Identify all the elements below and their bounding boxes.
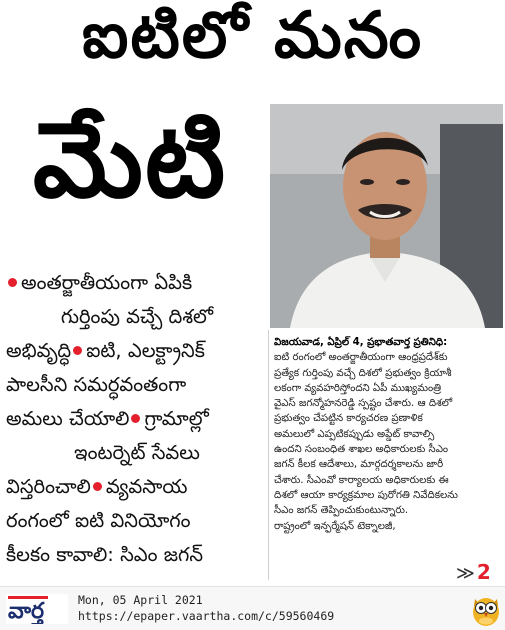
highlight-text: గ్రామాల్లో xyxy=(144,407,209,430)
footer-info xyxy=(78,592,334,624)
highlight-text: అంతర్జాతీయంగా ఏపికి xyxy=(21,271,193,294)
highlight-text: గుర్తింపు వచ్చే దిశలో xyxy=(60,305,214,328)
edition-date: Mon, 05 April 2021 xyxy=(78,593,203,607)
continued-page-number: 2 xyxy=(476,560,491,584)
highlight-text: కీలకం కావాలి: సిఎం జగన్ xyxy=(6,543,204,566)
footer-bar xyxy=(0,586,505,630)
article-body xyxy=(274,335,502,534)
highlight-text: అభివృద్ధి xyxy=(6,339,72,362)
epaper-url[interactable]: https://epaper.vaartha.com/c/59560469 xyxy=(78,609,335,623)
article-line: జగన్ కీలక ఆదేశాలు, మార్గదర్శకాలను జారీ xyxy=(274,459,444,471)
red-bullet-icon xyxy=(73,346,82,355)
continued-marker[interactable] xyxy=(456,560,491,584)
logo-text: వార్త xyxy=(8,599,45,624)
article-line: ఉందని సంబంధిత శాఖల అధికారులకు సీఎం xyxy=(274,444,449,456)
red-bullet-icon xyxy=(131,414,140,423)
article-line: ఐటి రంగంలో అంతర్జాతీయంగా ఆంధ్రప్రదేశ్‌కు xyxy=(274,352,448,364)
article-line: సీఎం జగన్ తెప్పించుకుంటున్నారు. xyxy=(274,505,409,517)
article-line: ప్రభుత్వం చేపట్టిన కార్యచరణ ప్రణాళిక xyxy=(274,413,423,425)
highlight-line xyxy=(6,504,268,538)
highlight-text: ఐటి, ఎలక్ట్రానిక్ xyxy=(86,339,205,362)
headline-line-2: మేటి xyxy=(32,99,228,221)
highlight-line xyxy=(6,266,268,300)
highlight-line xyxy=(6,436,268,470)
highlights-list xyxy=(6,266,268,572)
dateline: విజయవాడ, ఏప్రిల్ 4, ప్రభాతవార్త ప్రతినిధి: xyxy=(274,337,448,348)
article-line: వైఎస్ జగన్మోహనరెడ్డి స్పష్టం చేశారు. ఆ దిశలో xyxy=(274,398,453,410)
highlight-text: వ్యవసాయ xyxy=(105,475,188,498)
highlight-line xyxy=(6,470,268,504)
highlight-text: విస్తరించాలి xyxy=(6,475,91,498)
article-line: లకంగా వ్యవహరిస్తోందని ఏపీ ముఖ్యమంత్రి xyxy=(274,382,442,394)
highlight-text: అమలు చేయాలి xyxy=(6,407,130,430)
article-line: రాష్ట్రంలో ఇన్ఫర్మేషన్ టెక్నాలజీ, xyxy=(274,520,396,532)
portrait-illustration xyxy=(270,104,503,328)
red-bullet-icon xyxy=(8,278,17,287)
highlight-line xyxy=(6,300,268,334)
highlight-line xyxy=(6,368,268,402)
highlight-line xyxy=(6,538,268,572)
article-line: చేశారు. సీఎంవో కార్యాలయ అధికారులకు ఈ xyxy=(274,474,449,486)
highlight-text: పాలసీని సమర్ధవంతంగా xyxy=(6,373,187,396)
double-chevron-icon: ≫ xyxy=(456,563,475,584)
article-line: దిశలో ఆయా కార్యక్రమాల పురోగతి నివేదికలను xyxy=(274,489,458,501)
cm-photo xyxy=(270,104,503,328)
red-bullet-icon xyxy=(93,482,102,491)
article-line: ప్రత్యేక గుర్తింపు వచ్చే దిశలో ప్రభుత్వం క్రియాశీ xyxy=(274,367,452,379)
article-line: అమలులో ఎప్పటికప్పుడు అప్డేట్ కావాల్సి xyxy=(274,428,435,440)
highlight-text: రంగంలో ఐటి వినియోగం xyxy=(6,509,191,532)
vaartha-logo[interactable] xyxy=(6,594,68,624)
highlight-line xyxy=(6,334,268,368)
headline-line-1: ఐటిలో మనం xyxy=(81,0,424,73)
highlight-line xyxy=(6,402,268,436)
owl-icon[interactable] xyxy=(470,591,502,627)
column-divider xyxy=(268,330,269,580)
highlight-text: ఇంటర్నెట్ సేవలు xyxy=(74,441,200,464)
